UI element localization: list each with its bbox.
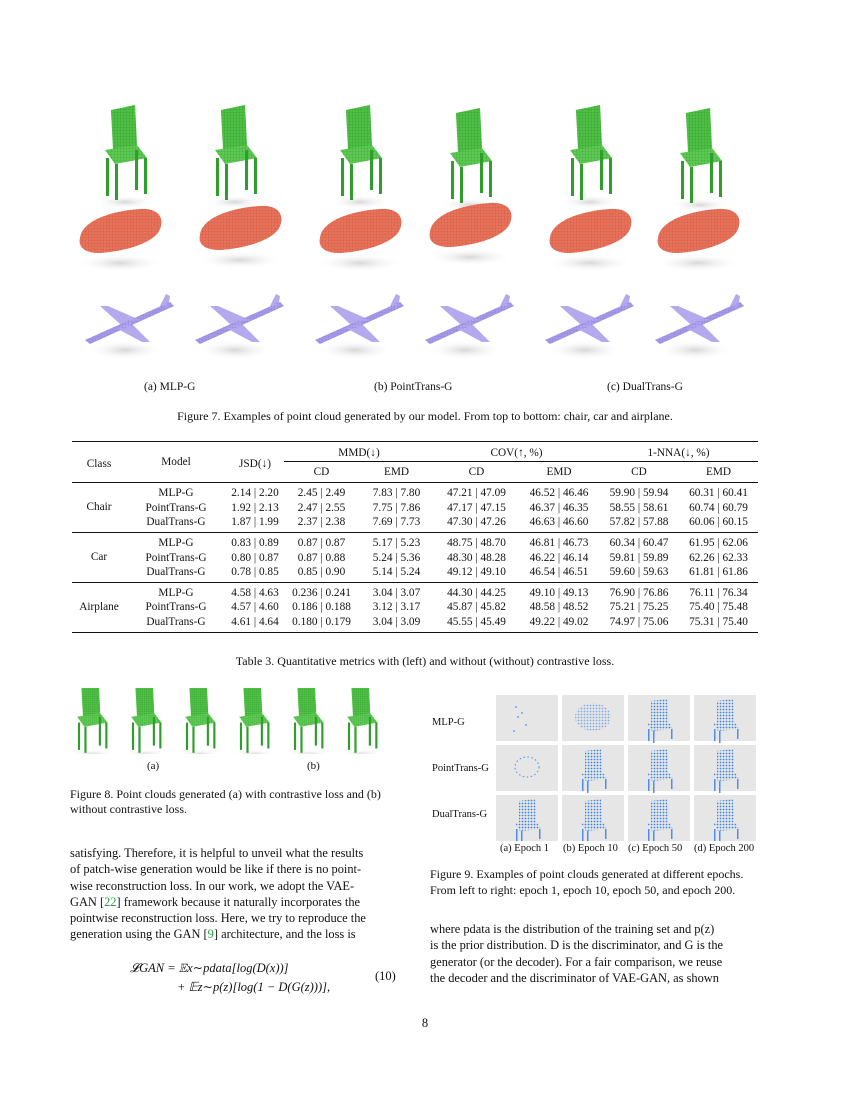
- model-cell: MLP-G: [158, 536, 194, 549]
- value-cell: 2.45 | 2.49: [297, 487, 346, 500]
- header-model: Model: [161, 455, 191, 468]
- value-cell: 47.30 | 47.26: [447, 516, 506, 529]
- value-cell: 46.63 | 46.60: [529, 516, 589, 529]
- value-cell: 74.97 | 75.06: [609, 615, 669, 628]
- figure-8-image: [70, 688, 390, 754]
- value-cell: 48.75 | 48.70: [447, 536, 506, 549]
- figure-9-row-dualtrans: DualTrans-G: [432, 809, 488, 820]
- left-paragraph: satisfying. Therefore, it is helpful to unveil what the results of patch-wise generation would be like if there is no point- wise reconstruction loss. In our work, we adopt the VAE- GAN [22] framework because it naturally incorporates the pointwise reconstruction loss. Here, we try to reproduce the generation using the GAN [9] architecture, and the loss is: [70, 846, 366, 942]
- figure-9-row-mlp: MLP-G: [432, 717, 465, 728]
- value-cell: 57.82 | 57.88: [609, 516, 669, 529]
- figure-9-epoch-200: (d) Epoch 200: [694, 843, 755, 854]
- value-cell: 47.17 | 47.15: [447, 501, 506, 514]
- value-cell: 47.21 | 47.09: [447, 487, 506, 500]
- value-cell: 3.04 | 3.07: [372, 586, 421, 599]
- table-row: [72, 483, 758, 501]
- header-jsd: JSD(↓): [238, 457, 271, 470]
- value-cell: 44.30 | 44.25: [447, 586, 506, 599]
- value-cell: 4.57 | 4.60: [231, 601, 279, 614]
- value-cell: 0.78 | 0.85: [231, 566, 279, 579]
- value-cell: 45.55 | 45.49: [447, 615, 506, 628]
- value-cell: 2.37 | 2.38: [297, 516, 346, 529]
- figure-7-label-c: (c) DualTrans-G: [607, 381, 683, 393]
- value-cell: 60.06 | 60.15: [689, 516, 748, 529]
- table-row: [72, 532, 758, 550]
- value-cell: 7.75 | 7.86: [372, 501, 421, 514]
- value-cell: 46.22 | 46.14: [529, 551, 589, 564]
- value-cell: 46.81 | 46.73: [529, 536, 589, 549]
- figure-9-epoch-10: (b) Epoch 10: [563, 843, 618, 854]
- figure-8-label-a: (a): [147, 760, 160, 772]
- value-cell: 4.58 | 4.63: [231, 586, 279, 599]
- page-number: 8: [421, 1016, 429, 1030]
- table-row: [72, 600, 758, 615]
- value-cell: 0.87 | 0.88: [297, 551, 346, 564]
- value-cell: 45.87 | 45.82: [447, 601, 506, 614]
- value-cell: 60.34 | 60.47: [609, 536, 669, 549]
- citation-22[interactable]: 22: [104, 894, 117, 909]
- value-cell: 62.26 | 62.33: [689, 551, 748, 564]
- table-row: [72, 582, 758, 600]
- value-cell: 0.186 | 0.188: [292, 601, 351, 614]
- table-3: [72, 441, 758, 633]
- equation-number: (10): [375, 969, 396, 983]
- value-cell: 75.40 | 75.48: [689, 601, 748, 614]
- value-cell: 46.52 | 46.46: [529, 487, 589, 500]
- header-mmd: MMD(↓): [284, 442, 434, 462]
- class-cell: Car: [90, 551, 108, 564]
- value-cell: 5.14 | 5.24: [372, 566, 421, 579]
- figure-8-label-b: (b): [307, 760, 320, 772]
- model-cell: DualTrans-G: [146, 566, 206, 579]
- figure-7-caption: Figure 7. Examples of point cloud generated by our model. From top to bottom: chair, car and airplane.: [177, 409, 673, 423]
- value-cell: 48.30 | 48.28: [447, 551, 506, 564]
- header-cov-cd: CD: [468, 465, 485, 478]
- value-cell: 49.22 | 49.02: [529, 615, 589, 628]
- table-3-caption: Table 3. Quantitative metrics with (left) and without (without) contrastive loss.: [235, 654, 615, 668]
- value-cell: 61.81 | 61.86: [689, 566, 748, 579]
- header-nna-emd: EMD: [705, 465, 732, 478]
- header-cov: COV(↑, %): [434, 442, 599, 462]
- figure-7-image: [70, 95, 770, 375]
- class-cell: Airplane: [79, 600, 119, 613]
- value-cell: 61.95 | 62.06: [689, 536, 748, 549]
- figure-9-caption: Figure 9. Examples of point clouds generated at different epochs. From left to right: epoch 1, epoch 10, epoch 50, and epoch 200.: [430, 867, 744, 897]
- value-cell: 0.85 | 0.90: [297, 566, 346, 579]
- value-cell: 0.80 | 0.87: [231, 551, 279, 564]
- value-cell: 1.92 | 2.13: [231, 501, 279, 514]
- table-row: [72, 501, 758, 516]
- value-cell: 0.236 | 0.241: [292, 586, 351, 599]
- value-cell: 46.54 | 46.51: [529, 566, 589, 579]
- value-cell: 59.60 | 59.63: [609, 566, 669, 579]
- value-cell: 7.83 | 7.80: [372, 487, 421, 500]
- value-cell: 7.69 | 7.73: [372, 516, 421, 529]
- value-cell: 58.55 | 58.61: [609, 501, 669, 514]
- model-cell: PointTrans-G: [145, 601, 207, 614]
- value-cell: 5.17 | 5.23: [372, 536, 421, 549]
- model-cell: DualTrans-G: [146, 615, 206, 628]
- figure-9-epoch-1: (a) Epoch 1: [500, 843, 549, 854]
- value-cell: 1.87 | 1.99: [231, 516, 279, 529]
- header-nna-cd: CD: [631, 465, 647, 478]
- class-cell: Chair: [86, 501, 112, 514]
- figure-9-epoch-50: (c) Epoch 50: [628, 843, 683, 854]
- citation-9[interactable]: 9: [207, 927, 214, 942]
- value-cell: 0.180 | 0.179: [292, 615, 351, 628]
- figure-7-label-b: (b) PointTrans-G: [374, 381, 453, 393]
- value-cell: 3.12 | 3.17: [372, 601, 421, 614]
- model-cell: PointTrans-G: [145, 501, 207, 514]
- figure-7-label-a: (a) MLP-G: [144, 381, 196, 393]
- equation-10: 𝓛GAN = 𝔼x∼pdata[log(D(x))] + 𝔼z∼p(z)[log(1 − D(G(z)))],: [130, 961, 331, 994]
- value-cell: 4.61 | 4.64: [231, 615, 279, 628]
- value-cell: 60.74 | 60.79: [689, 501, 748, 514]
- model-cell: DualTrans-G: [146, 516, 206, 529]
- value-cell: 75.31 | 75.40: [689, 615, 748, 628]
- table-row: [72, 615, 758, 632]
- value-cell: 59.90 | 59.94: [609, 487, 669, 500]
- value-cell: 46.37 | 46.35: [529, 501, 589, 514]
- value-cell: 5.24 | 5.36: [372, 551, 421, 564]
- header-class: Class: [86, 457, 112, 470]
- table-row: [72, 565, 758, 582]
- header-cov-emd: EMD: [546, 465, 572, 478]
- header-mmd-emd: EMD: [383, 465, 410, 478]
- model-cell: MLP-G: [158, 487, 194, 500]
- table-row: [72, 551, 758, 566]
- value-cell: 2.14 | 2.20: [231, 487, 279, 500]
- value-cell: 60.31 | 60.41: [689, 487, 748, 500]
- value-cell: 49.12 | 49.10: [447, 566, 506, 579]
- figure-9-row-pointtrans: PointTrans-G: [432, 763, 489, 774]
- value-cell: 2.47 | 2.55: [297, 501, 346, 514]
- figure-8-caption: Figure 8. Point clouds generated (a) with contrastive loss and (b) without contrastive loss.: [70, 787, 381, 816]
- figure-9-grid: [496, 695, 758, 841]
- value-cell: 76.90 | 76.86: [609, 586, 669, 599]
- header-nna: 1-NNA(↓, %): [599, 442, 758, 462]
- header-mmd-cd: CD: [313, 465, 330, 478]
- value-cell: 75.21 | 75.25: [609, 601, 669, 614]
- model-cell: MLP-G: [158, 586, 194, 599]
- value-cell: 3.04 | 3.09: [372, 615, 421, 628]
- right-paragraph: where pdata is the distribution of the training set and p(z) is the prior distribution. D is the discriminator, and G is the generator (or the decoder). For a fair comparison, we reuse the decoder and the discriminator of VAE-GAN, as shown: [430, 922, 724, 985]
- model-cell: PointTrans-G: [145, 551, 207, 564]
- value-cell: 0.87 | 0.87: [297, 536, 346, 549]
- value-cell: 49.10 | 49.13: [529, 586, 589, 599]
- value-cell: 76.11 | 76.34: [689, 586, 748, 599]
- value-cell: 48.58 | 48.52: [529, 601, 589, 614]
- table-row: [72, 515, 758, 532]
- value-cell: 0.83 | 0.89: [231, 536, 279, 549]
- value-cell: 59.81 | 59.89: [609, 551, 669, 564]
